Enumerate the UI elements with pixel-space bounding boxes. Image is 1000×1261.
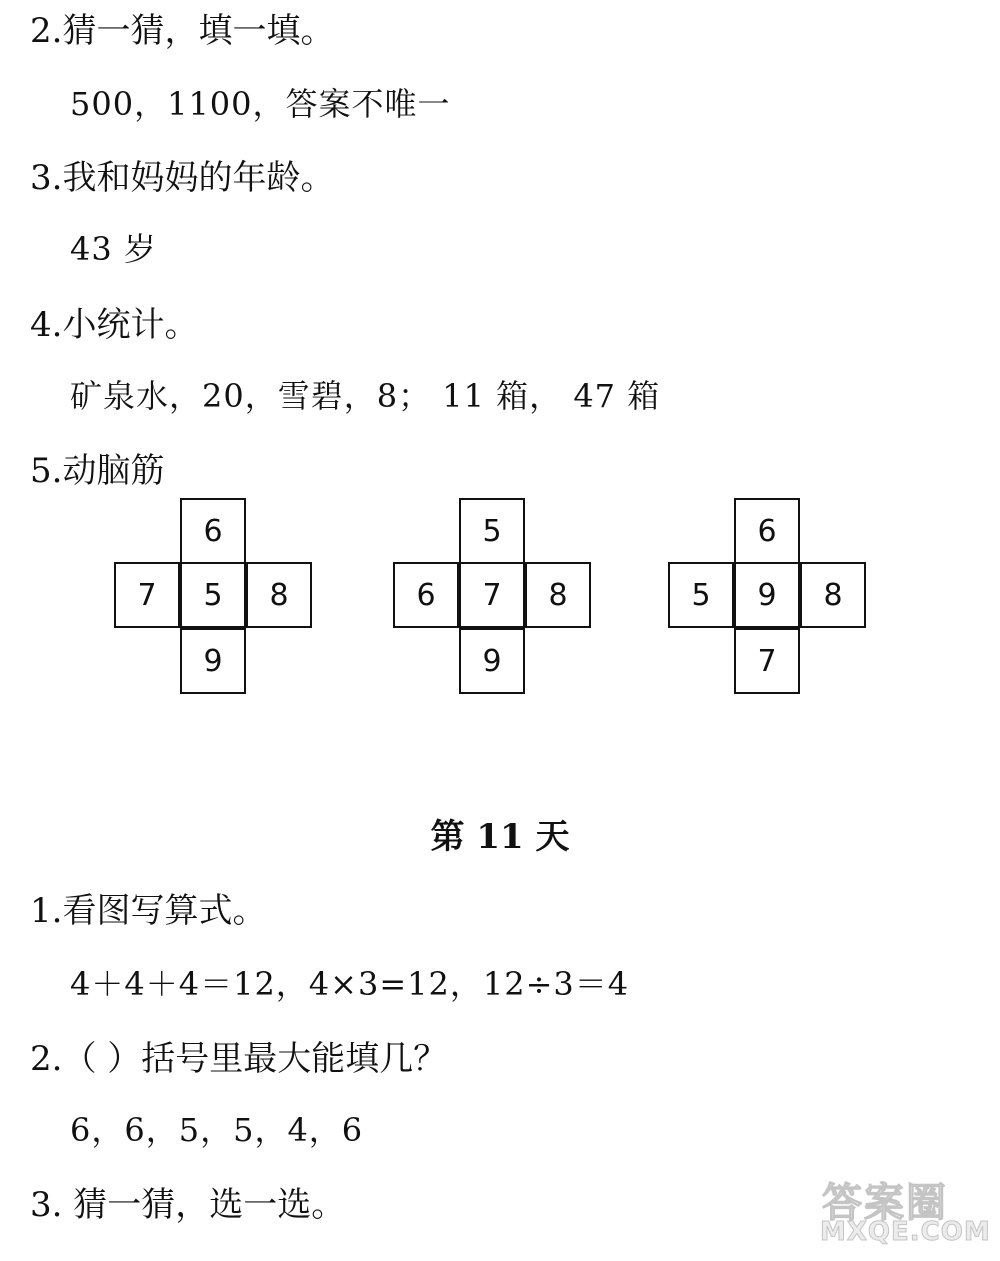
cross-cell-center: 7 [459,562,525,628]
day11-question-2-answer: 6，6，5，5，4，6 [70,1111,364,1149]
cross-cell-left: 6 [393,562,459,628]
cross-cell-center: 5 [180,562,246,628]
question-4-title: 4.小统计。 [30,305,199,345]
question-3-title: 3.我和妈妈的年龄。 [30,158,335,198]
watermark-bottom-text: MXQE.COM [820,1217,991,1247]
watermark-logo [820,1171,990,1251]
number-cross-2 [393,498,597,702]
day11-question-1-answer: 4＋4＋4＝12，4×3=12，12÷3＝4 [70,965,630,1003]
day11-question-1-title: 1.看图写算式。 [30,891,267,931]
question-2-title: 2.猜一猜，填一填。 [30,11,335,51]
cross-cell-top: 6 [734,498,800,564]
number-cross-1 [114,498,318,702]
cross-cell-right: 8 [246,562,312,628]
cross-cell-left: 5 [668,562,734,628]
cross-cell-top: 5 [459,498,525,564]
day-heading: 第 11 天 [430,817,570,857]
cross-cell-bottom: 9 [180,628,246,694]
cross-cell-bottom: 9 [459,628,525,694]
cross-cell-top: 6 [180,498,246,564]
cross-cell-center: 9 [734,562,800,628]
cross-cell-left: 7 [114,562,180,628]
day11-question-3-title: 3. 猜一猜，选一选。 [30,1185,346,1225]
number-cross-3 [668,498,872,702]
day11-question-2-title: 2.（ ）括号里最大能填几？ [30,1039,448,1079]
watermark-top-text: 答案圈 [822,1180,948,1226]
question-3-answer: 43 岁 [70,230,157,268]
question-5-title: 5.动脑筋 [30,451,165,491]
cross-cell-right: 8 [800,562,866,628]
question-4-answer: 矿泉水，20，雪碧，8； 11 箱， 47 箱 [70,377,661,415]
question-2-answer: 500，1100，答案不唯一 [70,85,451,123]
cross-cell-right: 8 [525,562,591,628]
cross-cell-bottom: 7 [734,628,800,694]
